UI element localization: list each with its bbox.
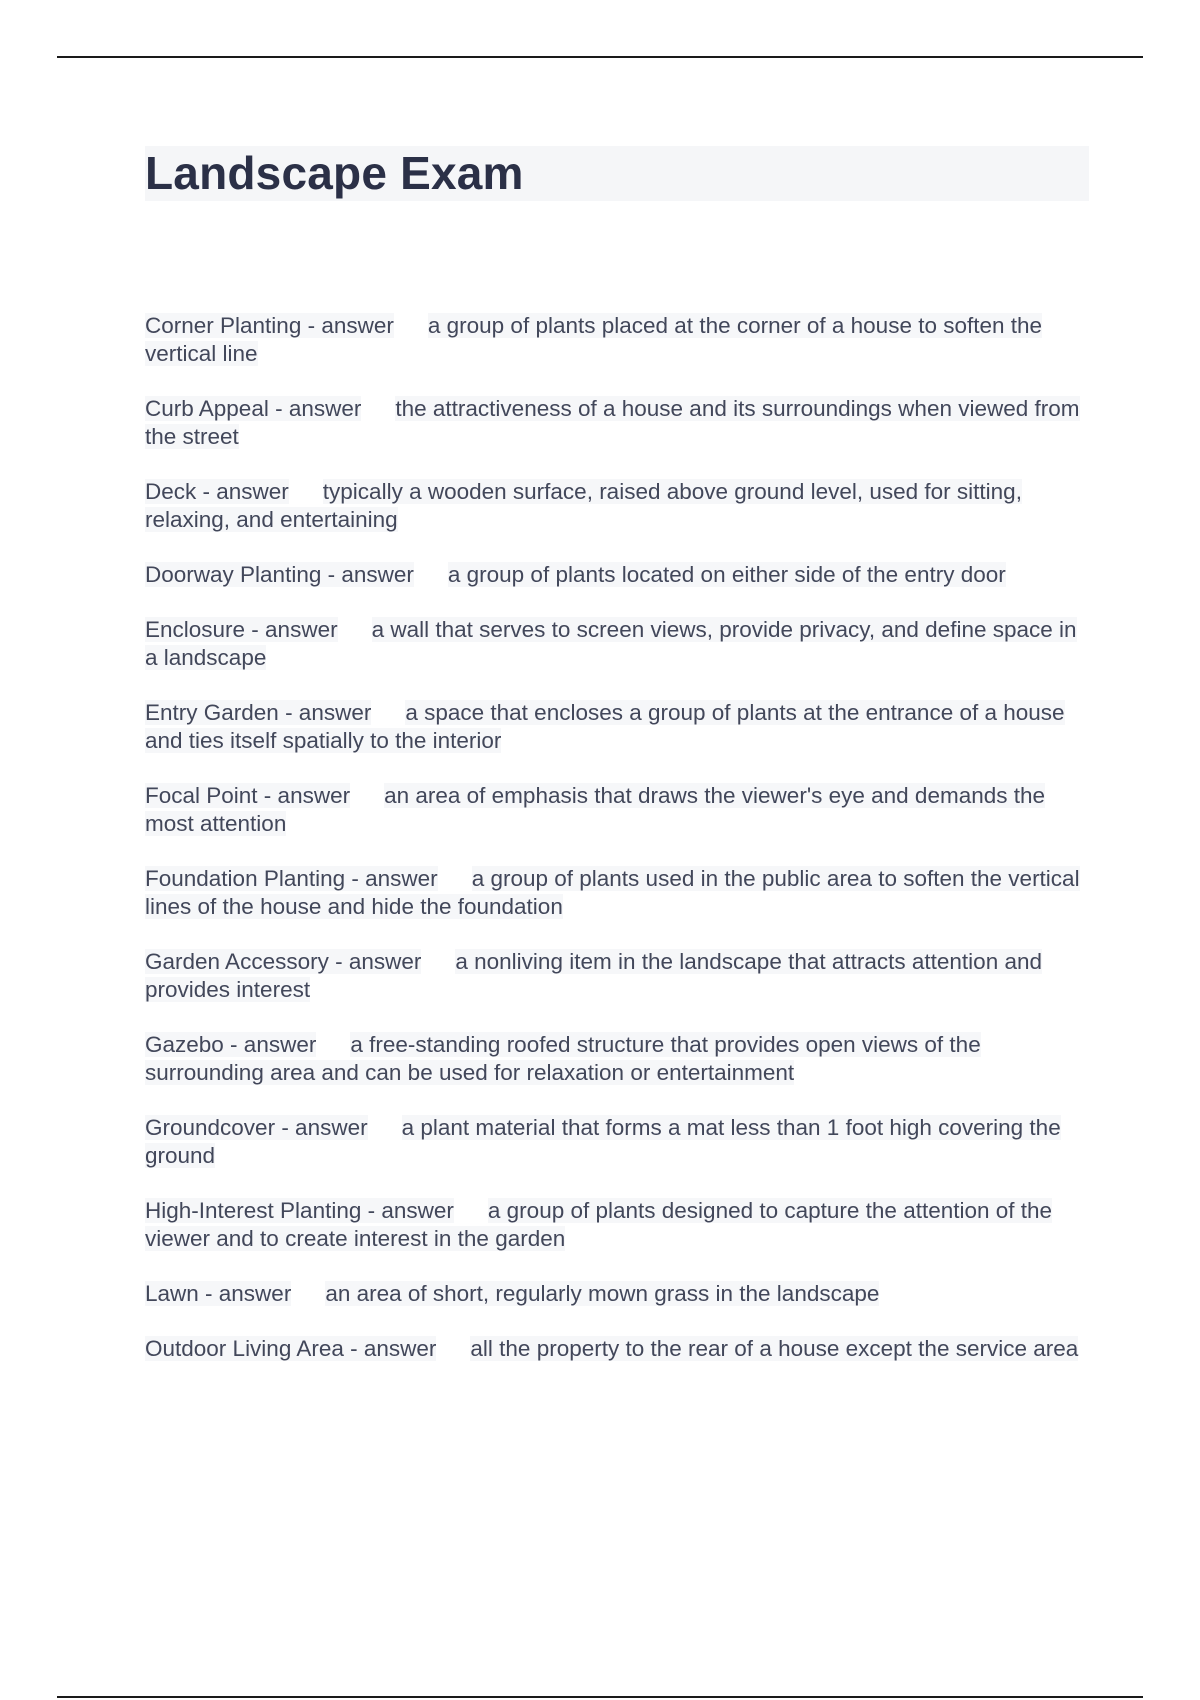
- entry-term: Gazebo - answer: [145, 1032, 317, 1057]
- entry-definition: the attractiveness of a house and its surroundings when viewed from the street: [145, 396, 1080, 449]
- list-item: [145, 561, 1085, 589]
- entry-term: Outdoor Living Area - answer: [145, 1336, 437, 1361]
- entry-list: [145, 312, 1085, 1390]
- entry-definition: a plant material that forms a mat less than 1 foot high covering the ground: [145, 1115, 1061, 1168]
- entry-term: Entry Garden - answer: [145, 700, 372, 725]
- entry-definition: a group of plants designed to capture the attention of the viewer and to create interest in the garden: [145, 1198, 1053, 1251]
- list-item: [145, 1114, 1085, 1170]
- list-item: [145, 782, 1085, 838]
- list-item: [145, 1031, 1085, 1087]
- entry-term: Garden Accessory - answer: [145, 949, 422, 974]
- page-title: Landscape Exam: [145, 147, 524, 199]
- list-item: [145, 312, 1085, 368]
- entry-definition: a group of plants used in the public area to soften the vertical lines of the house and hide the foundation: [145, 866, 1080, 919]
- entry-definition: an area of emphasis that draws the viewer's eye and demands the most attention: [145, 783, 1046, 836]
- list-item: [145, 616, 1085, 672]
- list-item: [145, 1335, 1085, 1363]
- list-item: [145, 865, 1085, 921]
- entry-term: High-Interest Planting - answer: [145, 1198, 454, 1223]
- top-rule: [57, 56, 1143, 58]
- list-item: [145, 1280, 1085, 1308]
- entry-definition: a wall that serves to screen views, provide privacy, and define space in a landscape: [145, 617, 1077, 670]
- entry-term: Enclosure - answer: [145, 617, 338, 642]
- list-item: [145, 1197, 1085, 1253]
- entry-term: Lawn - answer: [145, 1281, 292, 1306]
- entry-term: Focal Point - answer: [145, 783, 351, 808]
- entry-term: Doorway Planting - answer: [145, 562, 414, 587]
- list-item: [145, 948, 1085, 1004]
- entry-term: Deck - answer: [145, 479, 289, 504]
- entry-definition: a group of plants placed at the corner of a house to soften the vertical line: [145, 313, 1043, 366]
- list-item: [145, 478, 1085, 534]
- entry-definition: a nonliving item in the landscape that attracts attention and provides interest: [145, 949, 1043, 1002]
- list-item: [145, 699, 1085, 755]
- entry-definition: typically a wooden surface, raised above ground level, used for sitting, relaxing, and entertaining: [145, 479, 1022, 532]
- entry-definition: a space that encloses a group of plants at the entrance of a house and ties itself spatially to the interior: [145, 700, 1065, 753]
- entry-definition: all the property to the rear of a house except the service area: [470, 1336, 1079, 1361]
- entry-term: Groundcover - answer: [145, 1115, 368, 1140]
- entry-definition: an area of short, regularly mown grass in the landscape: [325, 1281, 880, 1306]
- list-item: [145, 395, 1085, 451]
- entry-term: Curb Appeal - answer: [145, 396, 362, 421]
- entry-term: Corner Planting - answer: [145, 313, 394, 338]
- entry-definition: a group of plants located on either side of the entry door: [447, 562, 1006, 587]
- bottom-rule: [57, 1696, 1143, 1698]
- entry-definition: a free-standing roofed structure that provides open views of the surrounding area and can be used for relaxation or entertainment: [145, 1032, 981, 1085]
- entry-term: Foundation Planting - answer: [145, 866, 438, 891]
